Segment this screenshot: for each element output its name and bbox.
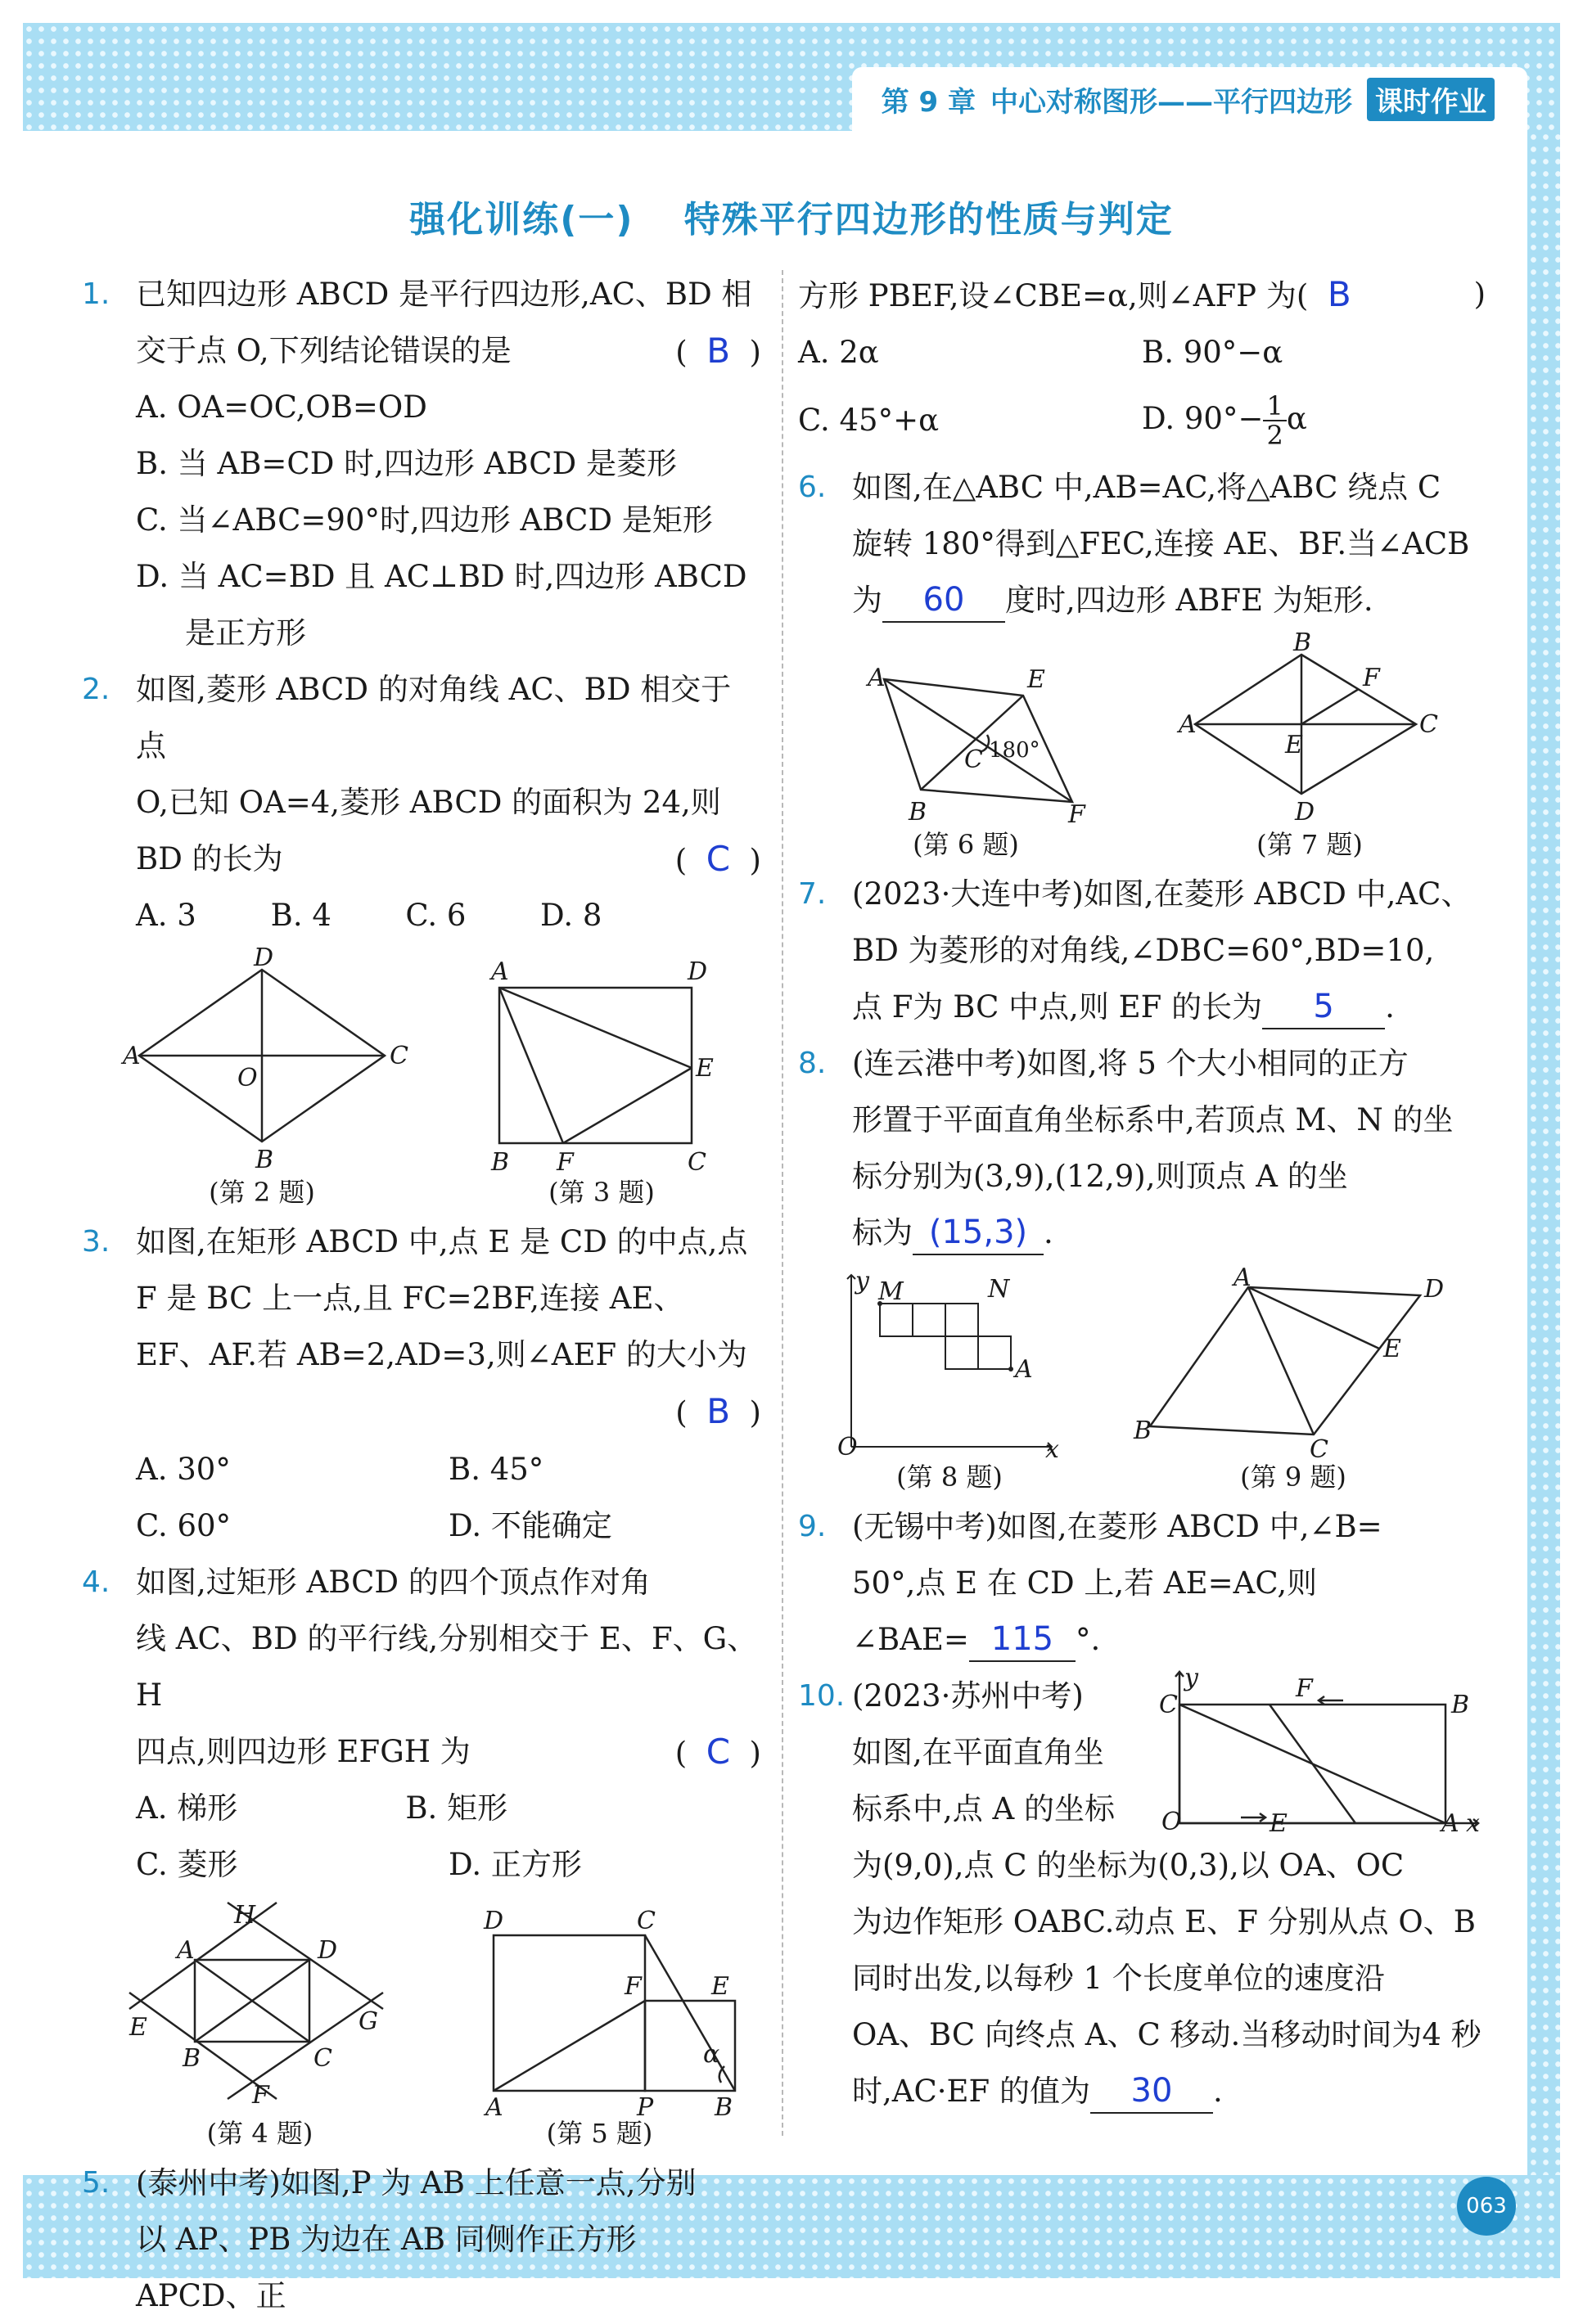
label-d: D: [254, 944, 274, 972]
title-part1: 强化训练(一): [409, 199, 634, 241]
option-d-alpha: α: [1286, 400, 1307, 436]
label-o: O: [1161, 1808, 1182, 1836]
label-c: C: [636, 1907, 656, 1935]
question-text: 旋转 180°得到△FEC,连接 AE、BF.当∠ACB: [852, 526, 1470, 561]
question-6: [798, 459, 1486, 628]
question-text: 标系中,点 A 的坐标: [852, 1791, 1116, 1826]
rhombus-diagram-7: [1179, 628, 1441, 826]
question-text: 标分别为(3,9),(12,9),则顶点 A 的坐: [852, 1159, 1348, 1194]
question-text: (无锡中考)如图,在菱形 ABCD 中,∠B=: [852, 1509, 1382, 1544]
label-a: A: [1179, 710, 1197, 739]
option-c: C. 45°+α: [798, 402, 940, 438]
figure-3: [483, 953, 720, 1210]
answer: (15,3): [928, 1214, 1028, 1251]
label-e: E: [1027, 665, 1045, 694]
question-text: 点 F为 BC 中点,则 EF 的长为: [852, 989, 1263, 1025]
label-d: D: [1295, 798, 1315, 826]
question-10-top: [852, 1664, 1486, 1838]
label-c: C: [688, 1148, 706, 1177]
question-text-line: [136, 831, 761, 887]
option-a: A. 2α: [798, 335, 879, 370]
two-squares-diagram: [469, 1903, 733, 2122]
label-f: F: [1363, 664, 1380, 692]
question-10: [798, 1664, 1486, 2119]
options: [136, 1441, 761, 1498]
squares-grid-diagram: [831, 1267, 1068, 1464]
label-d: D: [483, 1907, 503, 1935]
question-5-cont: [744, 266, 1486, 459]
answer: 5: [1313, 988, 1334, 1025]
question-text-line: [798, 266, 1486, 324]
label-a: A: [1233, 1263, 1252, 1292]
answer: B: [706, 331, 731, 371]
question-text: 时,AC·EF 的值为: [852, 2074, 1090, 2109]
answer-bracket: ( C ): [674, 839, 761, 879]
question-number: 9.: [798, 1510, 827, 1543]
label-angle: 180°: [989, 738, 1040, 763]
question-text: 为: [852, 583, 882, 618]
option-b: B. 矩形: [405, 1790, 508, 1826]
option-a: A. OA=OC,OB=OD: [136, 390, 427, 425]
caption-fig2: (第 2 题): [209, 1177, 315, 1208]
label-d: D: [1424, 1275, 1445, 1304]
question-text: 如图,过矩形 ABCD 的四个顶点作对角: [136, 1565, 651, 1600]
answer-blank: [969, 1619, 1076, 1662]
label-b: B: [1451, 1691, 1470, 1719]
caption-fig8: (第 8 题): [896, 1462, 1003, 1493]
question-text: BD 的长为: [136, 841, 283, 876]
label-n: N: [988, 1275, 1010, 1304]
question-text: OA、BC 向终点 A、C 移动.当移动时间为4 秒: [852, 2017, 1482, 2052]
question-text: .: [1044, 1215, 1053, 1250]
option-d: D. 8: [540, 898, 602, 933]
chapter-number: 第 9 章: [881, 85, 976, 119]
caption-fig7: (第 7 题): [1256, 829, 1363, 860]
label-e: E: [1285, 731, 1303, 759]
label-b: B: [491, 1148, 510, 1177]
question-number: 10.: [798, 1679, 846, 1713]
question-text: 为边作矩形 OABC.动点 E、F 分别从点 O、B: [852, 1904, 1476, 1939]
answer-bracket: ( B ): [675, 331, 761, 371]
coordinate-rectangle-diagram: [1155, 1664, 1482, 1838]
label-x: x: [1045, 1435, 1059, 1464]
label-b: B: [1134, 1416, 1152, 1445]
question-number: 7.: [798, 877, 827, 911]
option-c: C. 当∠ABC=90°时,四边形 ABCD 是矩形: [136, 502, 713, 538]
question-text: (连云港中考)如图,将 5 个大小相同的正方: [852, 1046, 1409, 1081]
fraction-denominator: 2: [1266, 420, 1283, 452]
question-text: ∠BAE=: [852, 1622, 969, 1657]
label-f: F: [624, 1972, 642, 2001]
caption-fig3: (第 3 题): [548, 1177, 655, 1208]
chapter-topic: 中心对称图形——平行四边形: [990, 85, 1352, 119]
question-text: 线 AC、BD 的平行线,分别相交于 E、F、G、H: [136, 1621, 758, 1713]
label-c: C: [313, 2044, 332, 2073]
label-f: F: [1296, 1674, 1313, 1703]
question-text: (泰州中考)如图,P 为 AB 上任意一点,分别: [136, 2165, 697, 2200]
option-d-text: D. 90°−: [1142, 400, 1264, 436]
label-e: E: [710, 1972, 729, 2001]
option-b: B. 45°: [449, 1452, 544, 1487]
label-h: H: [233, 1901, 255, 1930]
right-column: [798, 266, 1486, 2119]
question-number: 4.: [82, 1565, 110, 1599]
options: [136, 1780, 675, 1836]
question-text: 交于点 O,下列结论错误的是: [136, 333, 512, 368]
question-text: 形置于平面直角坐标系中,若顶点 M、N 的坐: [852, 1102, 1454, 1137]
answer: 115: [990, 1620, 1054, 1658]
label-c: C: [964, 745, 983, 774]
question-number: 8.: [798, 1047, 827, 1080]
question-text: 度时,四边形 ABFE 为矩形.: [1005, 583, 1373, 618]
option-d: D. 当 AC=BD 且 AC⊥BD 时,四边形 ABCD: [136, 559, 747, 594]
option-c: C. 菱形: [136, 1847, 238, 1882]
options: [136, 1498, 761, 1554]
caption-fig4: (第 4 题): [206, 2118, 313, 2149]
options: [798, 324, 1486, 381]
question-text: O,已知 OA=4,菱形 ABCD 的面积为 24,则: [136, 785, 721, 820]
answer-bracket: ( B ): [675, 1391, 761, 1431]
label-b: B: [909, 798, 927, 826]
question-text-line: [852, 1611, 1486, 1668]
options: [798, 381, 1486, 459]
answer-bracket-close: ): [1473, 277, 1486, 312]
options: [136, 887, 675, 944]
chapter-header: [852, 67, 1527, 131]
question-number: 2.: [82, 673, 110, 706]
label-a: A: [491, 957, 509, 986]
label-o: O: [237, 1064, 258, 1092]
label-c: C: [1159, 1691, 1178, 1719]
label-f: F: [1068, 800, 1085, 829]
answer: B: [1327, 274, 1351, 314]
answer: 60: [922, 581, 965, 619]
option-d: D. 不能确定: [449, 1508, 612, 1543]
label-a: A: [176, 1936, 195, 1965]
option-b: B. 4: [270, 898, 331, 933]
rhombus-diagram: [123, 944, 408, 1174]
label-e: E: [129, 2013, 147, 2042]
label-b: B: [1293, 628, 1312, 657]
label-b: B: [714, 2093, 733, 2122]
caption-fig6: (第 6 题): [913, 829, 1019, 860]
question-4: [82, 1554, 761, 1893]
label-d: D: [688, 957, 708, 986]
lines-rectangle-diagram: [113, 1903, 408, 2115]
figures-4-5: [82, 1903, 761, 2151]
label-c: C: [390, 1042, 408, 1070]
label-b: B: [182, 2044, 201, 2073]
option-a: A. 3: [136, 898, 196, 933]
fraction-half: [1263, 390, 1286, 452]
right-border: [1527, 131, 1560, 2175]
question-9: [798, 1498, 1486, 1668]
answer-bracket: ( C ): [674, 1732, 761, 1772]
question-text-line: [852, 979, 1486, 1035]
label-e: E: [696, 1054, 714, 1083]
option-c: C. 60°: [136, 1508, 232, 1543]
option-d-cont: 是正方形: [185, 615, 306, 651]
label-y: y: [1184, 1664, 1198, 1692]
answer: C: [706, 1732, 731, 1772]
question-text: 方形 PBEF,设∠CBE=α,则∠AFP 为(: [798, 278, 1309, 313]
question-number: 1.: [82, 277, 110, 311]
answer: 30: [1130, 2072, 1173, 2110]
question-text-line: [852, 1205, 1486, 1261]
question-text: 如图,在平面直角坐: [852, 1735, 1104, 1770]
rotation-diagram: [843, 638, 1089, 829]
option-a: A. 梯形: [136, 1790, 238, 1826]
option-c: C. 6: [405, 898, 467, 933]
label-e: E: [1383, 1335, 1401, 1363]
options: [136, 1836, 761, 1893]
question-text: F 是 BC 上一点,且 FC=2BF,连接 AE、: [136, 1281, 684, 1316]
question-2: [82, 661, 761, 944]
option-d: [1142, 390, 1486, 450]
question-number: 3.: [82, 1225, 110, 1259]
question-text: 以 AP、PB 为边在 AB 同侧作正方形 APCD、正: [136, 2222, 637, 2313]
figures-6-7: [798, 628, 1486, 862]
label-f: F: [251, 2081, 269, 2110]
option-b: B. 当 AB=CD 时,四边形 ABCD 是菱形: [136, 446, 677, 481]
label-b: B: [255, 1146, 274, 1174]
label-c: C: [1310, 1435, 1328, 1464]
label-a: A: [123, 1042, 141, 1070]
question-1: [82, 266, 761, 661]
question-text-line: [136, 1723, 761, 1780]
answer-blank: [882, 579, 1005, 623]
label-alpha: α: [702, 2040, 719, 2069]
label-c: C: [1419, 710, 1438, 739]
label-g: G: [358, 2007, 378, 2036]
question-text: 四点,则四边形 EFGH 为: [136, 1734, 471, 1769]
question-number: 6.: [798, 471, 827, 504]
figure-4: [113, 1903, 408, 2151]
label-y: y: [855, 1267, 869, 1295]
question-text: (2023·大连中考)如图,在菱形 ABCD 中,AC、: [852, 876, 1472, 912]
question-text-line: [136, 322, 761, 379]
question-text: EF、AF.若 AB=2,AD=3,则∠AEF 的大小为: [136, 1337, 747, 1372]
answer-blank: [1262, 986, 1385, 1029]
option-d: D. 正方形: [449, 1847, 582, 1882]
question-text: 50°,点 E 在 CD 上,若 AE=AC,则: [852, 1565, 1318, 1601]
label-e: E: [1270, 1809, 1288, 1838]
figures-2-3: [82, 944, 761, 1210]
figure-5: [469, 1903, 731, 2151]
question-7: [798, 866, 1486, 1035]
rhombus-diagram-9: [1134, 1263, 1453, 1464]
answer: B: [706, 1391, 731, 1431]
label-m: M: [878, 1277, 904, 1306]
question-5: [82, 2155, 761, 2324]
question-text-line: [852, 2063, 1486, 2119]
label-d: D: [317, 1936, 337, 1965]
rectangle-diagram: [483, 953, 720, 1177]
option-b: B. 90°−α: [1142, 335, 1283, 370]
figure-9: [1134, 1263, 1453, 1495]
question-text: 同时出发,以每秒 1 个长度单位的速度沿: [852, 1961, 1385, 1996]
caption-fig9: (第 9 题): [1240, 1462, 1346, 1493]
column-divider: [782, 270, 783, 2136]
question-text: .: [1385, 989, 1395, 1025]
page-number: 063: [1457, 2177, 1516, 2236]
question-10-intro: [852, 1668, 1155, 1837]
question-text: .: [1213, 2074, 1223, 2109]
question-3: [82, 1214, 761, 1554]
label-a: A: [1441, 1809, 1459, 1838]
figure-6: [843, 638, 1089, 862]
question-text: (2023·苏州中考): [852, 1678, 1084, 1714]
question-text: 标为: [852, 1215, 913, 1250]
figures-8-9: [798, 1263, 1486, 1495]
question-text: BD 为菱形的对角线,∠DBC=60°,BD=10,: [852, 933, 1435, 968]
fraction-numerator: 1: [1263, 392, 1286, 421]
answer-blank: [1090, 2070, 1213, 2114]
question-text: 如图,在矩形 ABCD 中,点 E 是 CD 的中点,点: [136, 1224, 748, 1259]
question-text: 如图,在△ABC 中,AB=AC,将△ABC 绕点 C: [852, 470, 1441, 505]
question-number: 5.: [82, 2166, 110, 2200]
label-f: F: [557, 1148, 574, 1177]
option-a: A. 30°: [136, 1452, 231, 1487]
answer: C: [706, 839, 731, 879]
page-title: [0, 190, 1583, 242]
answer-blank: [913, 1212, 1044, 1255]
question-text: 已知四边形 ABCD 是平行四边形,AC、BD 相: [136, 277, 752, 312]
question-8: [798, 1035, 1486, 1261]
figure-7: [1179, 628, 1441, 862]
label-p: P: [636, 2093, 653, 2122]
title-part2: 特殊平行四边形的性质与判定: [683, 199, 1174, 241]
label-a: A: [485, 2093, 503, 2122]
left-column: [82, 266, 761, 2324]
question-text: 为(9,0),点 C 的坐标为(0,3),以 OA、OC: [852, 1848, 1405, 1883]
question-text: 如图,菱形 ABCD 的对角线 AC、BD 相交于点: [136, 672, 732, 763]
label-a: A: [868, 664, 886, 692]
question-text-line: [852, 572, 1486, 628]
caption-fig5: (第 5 题): [546, 2118, 653, 2149]
question-text: °.: [1075, 1622, 1101, 1657]
brand-badge: 课时作业: [1367, 78, 1495, 121]
figure-2: [123, 944, 408, 1210]
label-x: x: [1466, 1809, 1480, 1838]
label-a: A: [1015, 1355, 1033, 1384]
label-o: O: [837, 1433, 858, 1462]
figure-8: [831, 1267, 1068, 1495]
